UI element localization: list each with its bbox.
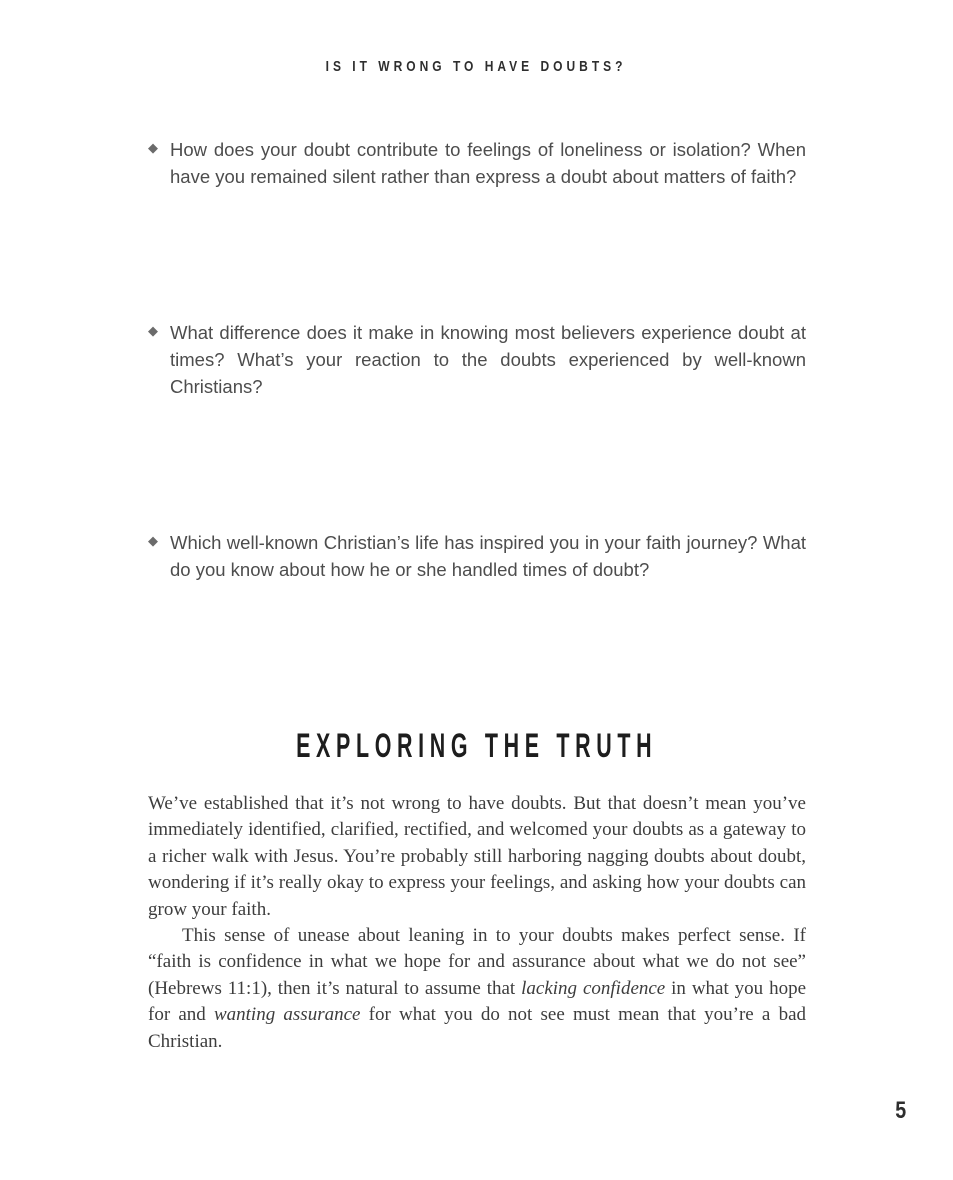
body-paragraph (148, 923, 806, 1055)
body-paragraph (148, 791, 806, 923)
body-text-run: We’ve established that it’s not wrong to have doubts. But that doesn’t mean you’ve immediately identified, clarified, rectified, and welcomed your doubts as a gateway to a richer walk with Jesus. You’re probably still harboring nagging doubts about doubt, wondering if it’s really okay to express your feelings, and asking how your doubts can grow your faith. (148, 793, 806, 920)
question-text: How does your doubt contribute to feelings of loneliness or isolation? When have you remained silent rather than express a doubt about matters of faith? (170, 139, 806, 187)
body-text-run: This sense of unease about leaning in to your doubts makes perfect sense. If “faith is confidence in what we hope for and assurance about what we do not see” (Hebrews 11:1), then it’s natural to assume that (148, 925, 806, 999)
emphasized-text: wanting assurance (213, 1004, 361, 1026)
question-item (148, 319, 806, 400)
question-text: Which well-known Christian’s life has inspired you in your faith journey? What do you know about how he or she handled times of doubt? (170, 532, 806, 580)
body-text-run: in what you hope for and (148, 977, 807, 1026)
page-number (894, 1097, 907, 1125)
diamond-bullet-icon: ◆ (148, 140, 158, 155)
question-list (148, 136, 806, 712)
emphasized-text: lacking confidence (521, 977, 666, 999)
question-item (148, 529, 806, 583)
question-item (148, 136, 806, 190)
running-head-title: IS IT WRONG TO HAVE DOUBTS? (326, 58, 627, 75)
body-text-run: for what you do not see must mean that you’re a bad Christian. (148, 1004, 806, 1052)
diamond-bullet-icon: ◆ (148, 323, 158, 338)
running-head (0, 58, 953, 76)
diamond-bullet-icon: ◆ (148, 533, 158, 548)
section-heading-text: EXPLORING THE TRUTH (295, 727, 658, 765)
body-text (148, 791, 806, 1055)
section-heading (0, 726, 953, 766)
page-number-text: 5 (894, 1097, 906, 1124)
question-text: What difference does it make in knowing most believers experience doubt at times? What’s your reaction to the doubts experienced by well-known Christians? (170, 322, 806, 397)
